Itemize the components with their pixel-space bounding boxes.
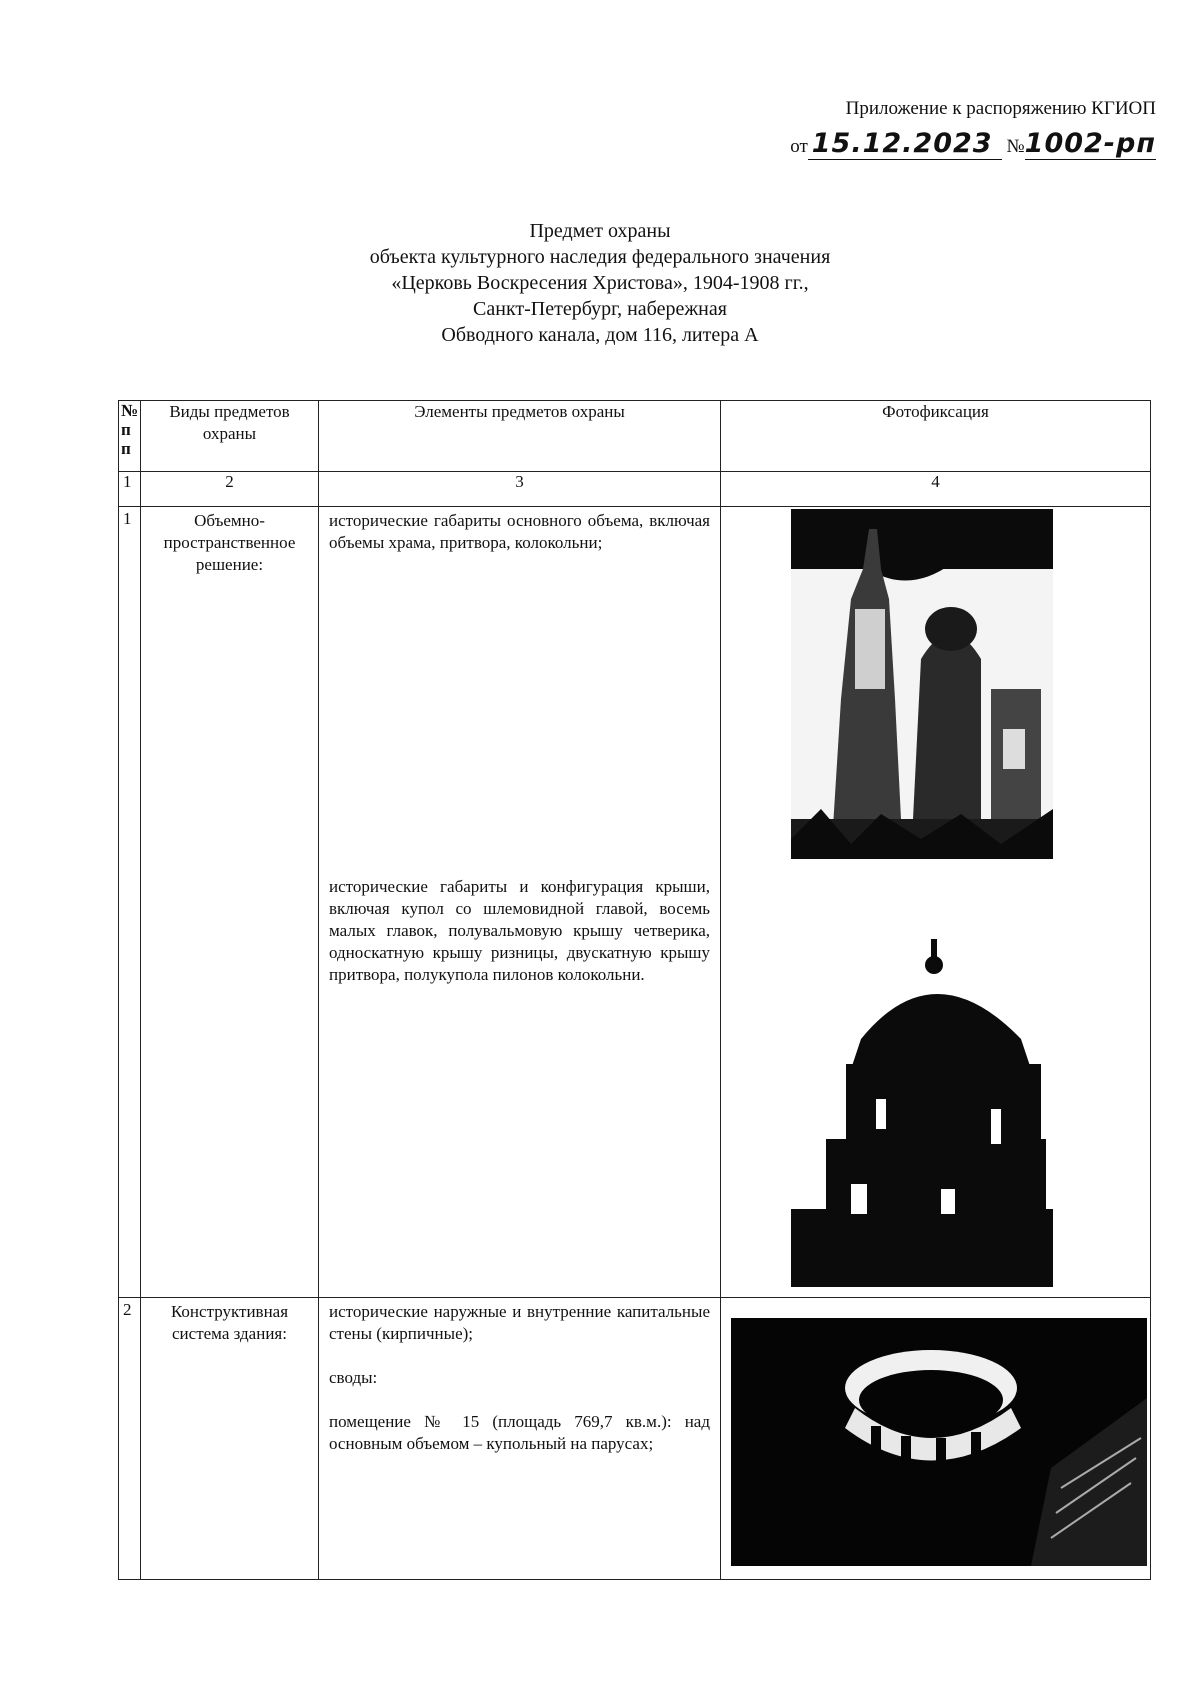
title-line-2: объекта культурного наследия федерального значения <box>369 246 831 268</box>
element-text: исторические габариты основного объема, включая объемы храма, притвора, колокольни; <box>329 511 710 552</box>
row-elements <box>319 1298 721 1580</box>
table-index-row <box>119 472 1151 507</box>
title-line-3: «Церковь Воскресения Христова», 1904-1908 гг., <box>391 272 809 294</box>
row-kind: Объемно-пространственное решение: <box>141 507 319 1298</box>
number-label: № <box>1006 136 1025 157</box>
element-text: своды: <box>329 1368 378 1387</box>
element-text: исторические наружные и внутренние капитальные стены (кирпичные); <box>329 1302 710 1343</box>
handwritten-date: 15.12.2023 <box>808 128 1002 160</box>
index-cell: 2 <box>141 472 319 507</box>
index-cell: 1 <box>119 472 141 507</box>
index-cell: 3 <box>319 472 721 507</box>
church-exterior-photo-icon <box>791 509 1053 859</box>
element-text: исторические габариты и конфигурация крыши, включая купол со шлемовидной главой, восемь малых главок, полувальмовую крышу четверика, односкатную крышу ризницы, двускатную крышу притвора, полукупола пилонов колокольни. <box>329 877 710 984</box>
table-header-row <box>119 401 1151 472</box>
appendix-header <box>790 98 1156 160</box>
row-number: 2 <box>119 1298 141 1580</box>
title-line-4: Санкт-Петербург, набережная <box>473 298 727 320</box>
title-line-1: Предмет охраны <box>529 220 671 242</box>
handwritten-number: 1002-рп <box>1024 128 1156 159</box>
row-number: 1 <box>119 507 141 1298</box>
cupola-interior-photo-icon <box>731 1318 1147 1566</box>
table-row <box>119 507 1151 1298</box>
from-label: от <box>790 136 808 157</box>
appendix-line: Приложение к распоряжению КГИОП <box>845 98 1156 119</box>
title-line-5: Обводного канала, дом 116, литера А <box>441 324 759 346</box>
element-text: помещение № 15 (площадь 769,7 кв.м.): над основным объемом – купольный на парусах; <box>329 1412 710 1453</box>
row-kind: Конструктивная система здания: <box>141 1298 319 1580</box>
appendix-date-line <box>790 128 1156 160</box>
protection-table <box>118 400 1151 1580</box>
table-row <box>119 1298 1151 1580</box>
document-title <box>0 218 1200 348</box>
header-num: № п п <box>119 401 141 472</box>
header-kinds: Виды предметов охраны <box>141 401 319 472</box>
row-photos <box>721 1298 1151 1580</box>
header-photo: Фотофиксация <box>721 401 1151 472</box>
dome-photo-icon <box>791 939 1053 1287</box>
index-cell: 4 <box>721 472 1151 507</box>
row-photos <box>721 507 1151 1298</box>
row-elements <box>319 507 721 1298</box>
header-elements: Элементы предметов охраны <box>319 401 721 472</box>
